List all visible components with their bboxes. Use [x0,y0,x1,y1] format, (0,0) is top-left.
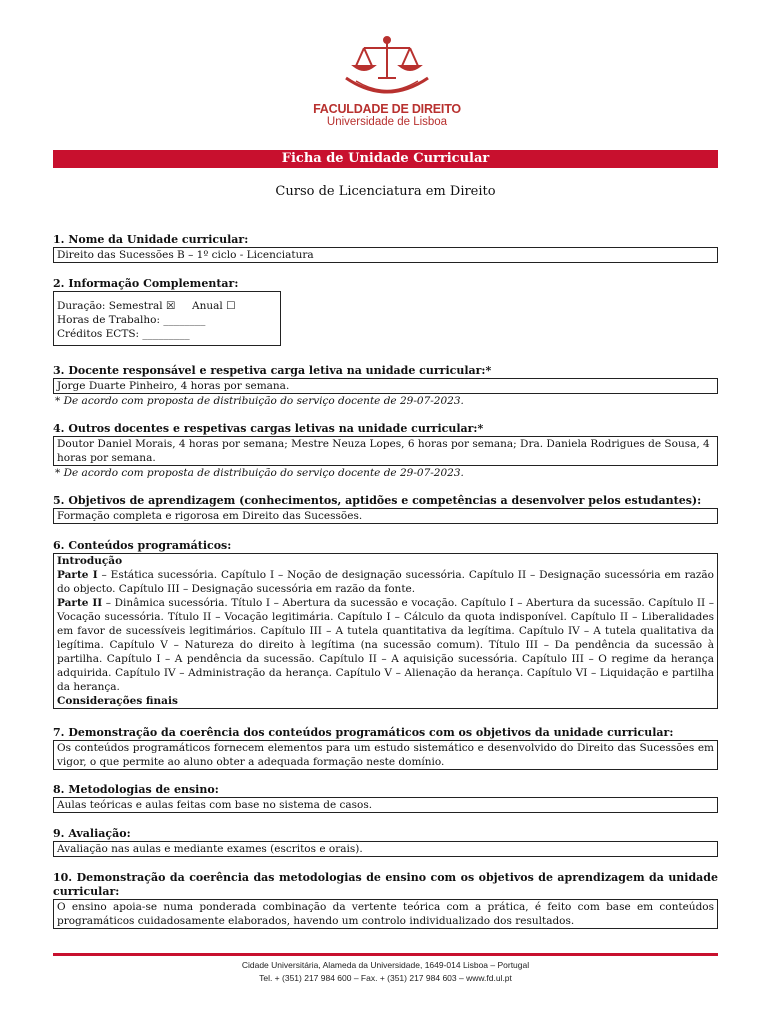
section-4-box: Doutor Daniel Morais, 4 horas por semana; Mestre Neuza Lopes, 6 horas por semana; Dra. Daniela Rodrigues de Sousa, 4 horas por semana. [53,436,718,466]
section-4-note: * De acordo com proposta de distribuição do serviço docente de 29-07-2023. [55,467,464,479]
part-2-text: – Dinâmica sucessória. Título I – Abertura da sucessão e vocação. Capítulo I – Abertura da sucessão. Capítulo II – Vocação sucessória. Título II – Vocação legitimária. Capítulo I – Cálculo da quota indisponível. Capítulo II – Liberalidades em favor de sucessíveis legitimários. Capítulo III – A tutela quantitativa da legítima. Capítulo IV – A tutela qualitativa da legítima. Capítulo V – Natureza do direito à legítima (na sucessão comum). Título III – Da pendência da sucessão à partilha. Capítulo I – A pendência da sucessão. Capítulo II – A aquisição sucessória. Capítulo III – O regime da herança adquirida. Capítulo IV – Administração da herança. Capítulo V – Alienação da herança. Capítulo VI – Liquidação e partilha da herança. [57,597,715,693]
part-1-label: Parte I [57,569,98,581]
final-heading: Considerações finais [57,695,178,707]
section-6 [53,539,718,709]
section-3-box: Jorge Duarte Pinheiro, 4 horas por semana. [53,378,718,394]
document-title: Ficha de Unidade Curricular [53,150,718,168]
section-5 [53,494,718,524]
footer-contacts: Tel. + (351) 217 984 600 – Fax. + (351) 217 984 603 – www.fd.ul.pt [259,973,512,983]
footer [53,959,718,985]
section-10-title: 10. Demonstração da coerência das metodologias de ensino com os objetivos de aprendizagem da unidade curricular: [53,871,718,898]
section-2-box [53,291,281,346]
section-3 [53,364,718,408]
section-7-box: Os conteúdos programáticos fornecem elementos para um estudo sistemático e desenvolvido do Direito das Sucessões em vigor, o que permite ao aluno obter a adequada formação neste domínio. [53,740,718,770]
section-5-title: 5. Objetivos de aprendizagem (conhecimentos, aptidões e competências a desenvolver pelos estudantes): [53,494,702,507]
footer-divider [53,953,718,956]
section-6-box [53,553,718,709]
section-10 [53,871,718,929]
course-name: Curso de Licenciatura em Direito [275,184,496,199]
section-7-title: 7. Demonstração da coerência dos conteúdos programáticos com os objetivos da unidade curricular: [53,726,674,739]
section-9 [53,827,718,857]
section-3-note: * De acordo com proposta de distribuição do serviço docente de 29-07-2023. [55,395,464,407]
section-8 [53,783,718,813]
section-1 [53,233,718,263]
part-2-paragraph [57,596,714,694]
section-8-box: Aulas teóricas e aulas feitas com base no sistema de casos. [53,797,718,813]
intro-heading: Introdução [57,555,123,567]
duration-field: Duração: Semestral ☒ Anual ☐ [57,300,236,312]
part-1-text: – Estática sucessória. Capítulo I – Noção de designação sucessória. Capítulo II – Designação sucessória em razão do objecto. Capítulo III – Designação sucessória em razão da fonte. [57,569,714,595]
section-3-title: 3. Docente responsável e respetiva carga letiva na unidade curricular:* [53,364,492,377]
part-1-paragraph [57,568,714,596]
section-5-box: Formação completa e rigorosa em Direito das Sucessões. [53,508,718,524]
logo-faculty-name: FACULDADE DE DIREITO [313,102,461,116]
faculty-logo [312,34,462,128]
work-hours-field: Horas de Trabalho: ________ [57,314,206,326]
section-4 [53,422,718,480]
section-1-title: 1. Nome da Unidade curricular: [53,233,249,246]
section-2-title: 2. Informação Complementar: [53,277,239,290]
section-8-title: 8. Metodologias de ensino: [53,783,219,796]
section-10-box: O ensino apoia-se numa ponderada combinação da vertente teórica com a prática, é feito com base em conteúdos programáticos cuidadosamente elaborados, havendo um controlo individualizado dos resultados. [53,899,718,929]
scales-of-justice-icon [342,34,432,100]
footer-address: Cidade Universitária, Alameda da Universidade, 1649-014 Lisboa – Portugal [241,960,530,970]
section-2 [53,277,718,346]
section-4-title: 4. Outros docentes e respetivas cargas letivas na unidade curricular:* [53,422,484,435]
section-9-box: Avaliação nas aulas e mediante exames (escritos e orais). [53,841,718,857]
section-7 [53,726,718,770]
logo-university-name: Universidade de Lisboa [326,116,448,128]
section-9-title: 9. Avaliação: [53,827,131,840]
section-6-title: 6. Conteúdos programáticos: [53,539,232,552]
part-2-label: Parte II [57,597,103,609]
section-1-box: Direito das Sucessões B – 1º ciclo - Licenciatura [53,247,718,263]
ects-credits-field: Créditos ECTS: _________ [57,328,190,340]
